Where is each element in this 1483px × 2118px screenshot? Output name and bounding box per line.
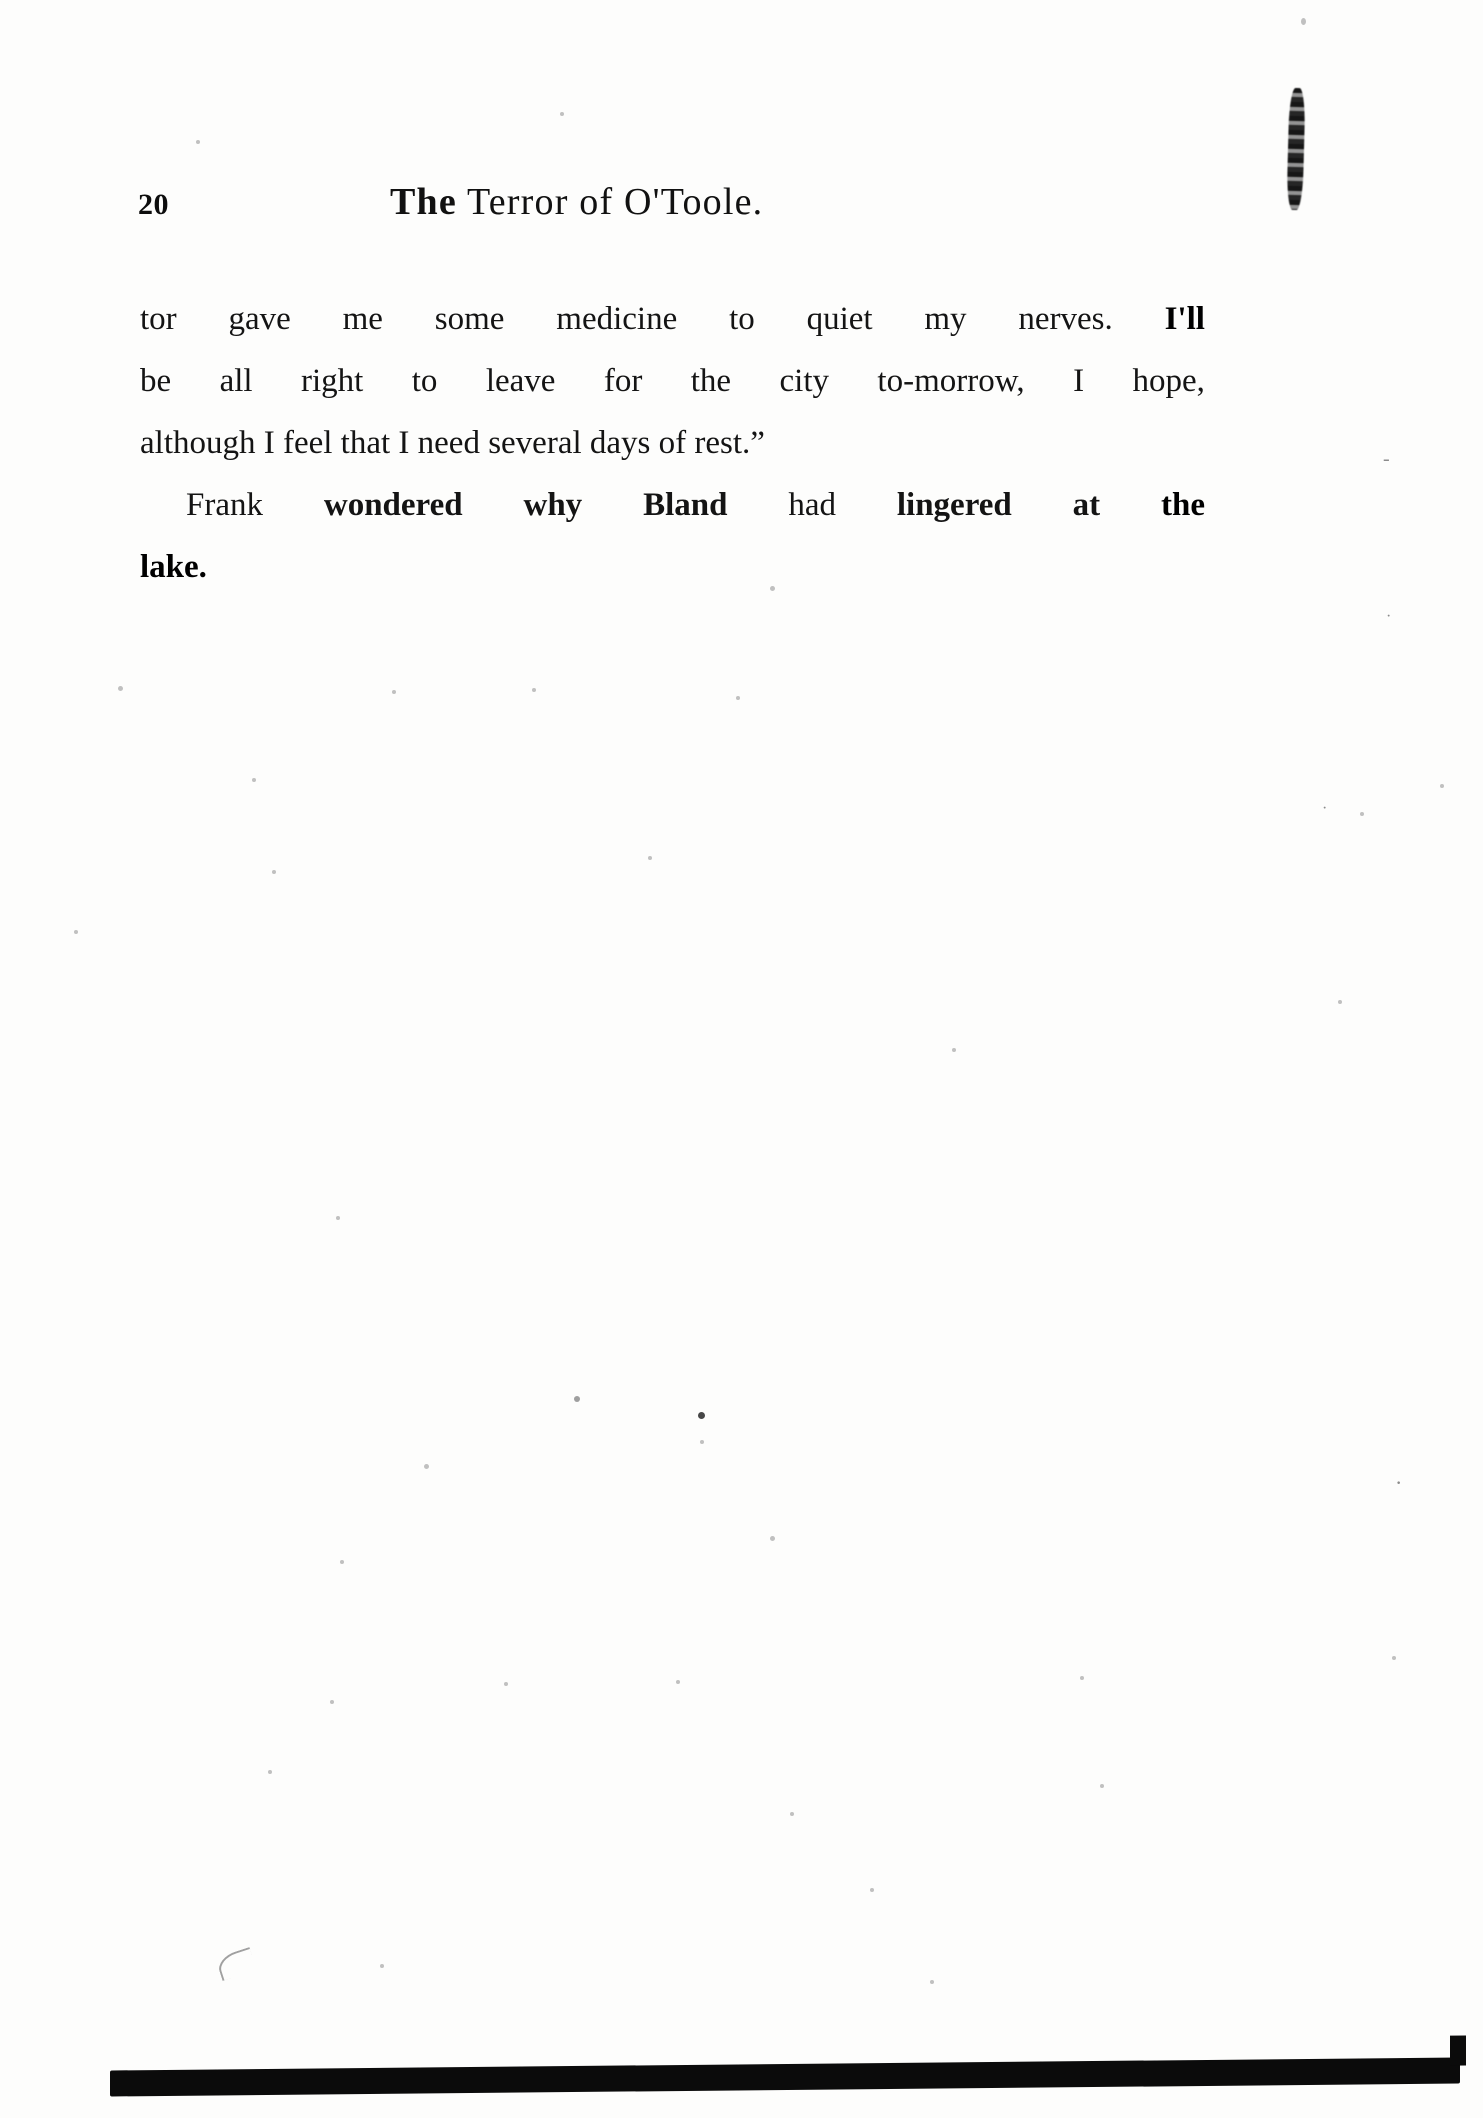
dust-speck bbox=[790, 1812, 794, 1816]
running-head-rest: Terror of O'Toole. bbox=[456, 181, 764, 223]
dust-speck bbox=[1338, 1000, 1342, 1004]
dust-speck bbox=[700, 1440, 704, 1444]
word: lingered bbox=[896, 487, 1012, 523]
dust-speck bbox=[698, 1412, 705, 1419]
dust-speck bbox=[770, 586, 775, 591]
pencil-mark-artifact bbox=[215, 1947, 257, 1981]
word: some bbox=[434, 301, 505, 337]
text-line: although I feel that I need several days of rest.” bbox=[140, 425, 765, 461]
word: nerves. bbox=[1018, 301, 1113, 337]
margin-speck: · bbox=[1322, 800, 1328, 817]
dust-speck bbox=[330, 1700, 334, 1704]
word: the bbox=[1161, 487, 1205, 523]
word: all bbox=[219, 363, 253, 399]
dust-speck bbox=[336, 1216, 340, 1220]
dust-speck bbox=[252, 778, 256, 782]
page-edge-artifact bbox=[110, 2058, 1460, 2097]
dust-speck bbox=[676, 1680, 680, 1684]
dust-speck bbox=[392, 690, 396, 694]
word: be bbox=[140, 363, 172, 399]
word: to bbox=[729, 301, 755, 337]
page-header bbox=[0, 180, 1483, 240]
dust-speck bbox=[196, 140, 200, 144]
text-line bbox=[140, 474, 1205, 536]
dust-speck bbox=[268, 1770, 272, 1774]
word: at bbox=[1072, 487, 1101, 523]
word: my bbox=[924, 301, 967, 337]
body-text bbox=[140, 288, 1205, 598]
dust-speck bbox=[1100, 1784, 1104, 1788]
dust-speck bbox=[560, 112, 564, 116]
dust-speck bbox=[1392, 1656, 1396, 1660]
dust-speck bbox=[648, 856, 652, 860]
word: had bbox=[788, 487, 836, 523]
dust-speck bbox=[1301, 18, 1306, 25]
margin-speck: · bbox=[1395, 1470, 1403, 1495]
dust-speck bbox=[74, 930, 78, 934]
dust-speck bbox=[504, 1682, 508, 1686]
word: me bbox=[342, 301, 383, 337]
text-line bbox=[140, 288, 1205, 350]
dust-speck bbox=[1440, 784, 1444, 788]
running-head-first-word: The bbox=[390, 181, 457, 223]
word: hope, bbox=[1132, 363, 1205, 399]
margin-speck: - bbox=[1383, 448, 1390, 470]
dust-speck bbox=[380, 1964, 384, 1968]
dust-speck bbox=[952, 1048, 956, 1052]
text-line: lake. bbox=[140, 549, 207, 585]
word: gave bbox=[228, 301, 291, 337]
text-line bbox=[140, 350, 1205, 412]
dust-speck bbox=[770, 1536, 775, 1541]
word: for bbox=[603, 363, 643, 399]
word: why bbox=[523, 487, 583, 523]
dust-speck bbox=[272, 870, 276, 874]
dust-speck bbox=[118, 686, 123, 691]
word: Frank bbox=[186, 487, 263, 523]
dust-speck bbox=[574, 1396, 580, 1402]
word: to bbox=[411, 363, 438, 399]
word: leave bbox=[485, 363, 556, 399]
dust-speck bbox=[340, 1560, 344, 1564]
dust-speck bbox=[930, 1980, 934, 1984]
word: tor bbox=[140, 301, 177, 337]
dust-speck bbox=[1080, 1676, 1084, 1680]
word: wondered bbox=[323, 487, 463, 523]
word: right bbox=[300, 363, 364, 399]
running-head bbox=[390, 180, 763, 224]
word: I bbox=[1073, 363, 1085, 399]
word: I'll bbox=[1164, 301, 1205, 337]
dust-speck bbox=[532, 688, 536, 692]
word: quiet bbox=[806, 301, 873, 337]
margin-speck: · bbox=[1386, 608, 1392, 625]
page-number: 20 bbox=[138, 188, 169, 221]
word: medicine bbox=[556, 301, 678, 337]
dust-speck bbox=[424, 1464, 429, 1469]
dust-speck bbox=[870, 1888, 874, 1892]
dust-speck bbox=[736, 696, 740, 700]
word: Bland bbox=[643, 487, 728, 523]
word: city bbox=[779, 363, 829, 399]
word: the bbox=[690, 363, 732, 399]
word: to-morrow, bbox=[877, 363, 1025, 399]
dust-speck bbox=[1360, 812, 1364, 816]
